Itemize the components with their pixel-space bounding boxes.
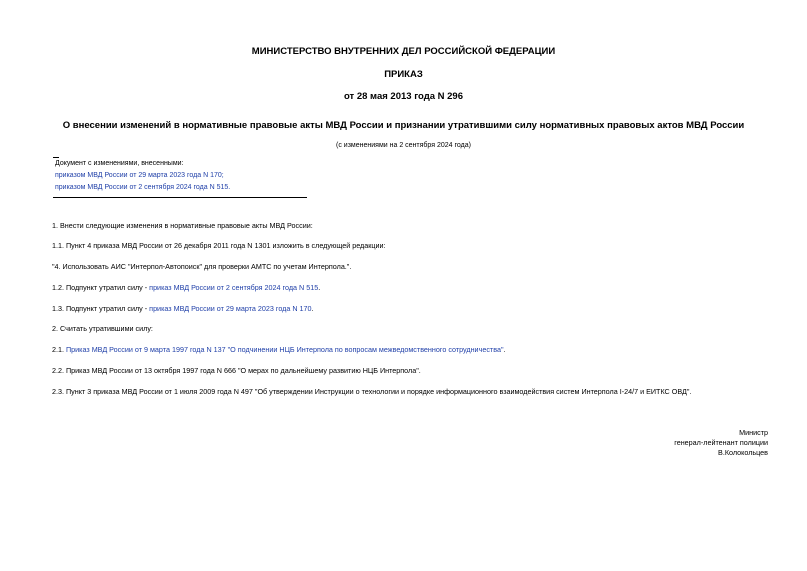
revision-note: (с изменениями на 2 сентября 2024 года) bbox=[336, 142, 471, 149]
paragraph-1-3-period: . bbox=[311, 304, 314, 313]
paragraph-2-3: 2.3. Пункт 3 приказа МВД России от 1 июля 2009 года N 497 "Об утверждении Инструкции о технологии и порядке информационного взаимодействия систем Интерпола I-24/7 и ЕИТКС ОВД". bbox=[52, 387, 692, 396]
paragraph-1-1-quote: "4. Использовать АИС "Интерпол-Автопоиск" для проверки АМТС по учетам Интерпола.". bbox=[52, 262, 352, 271]
document-title: О внесении изменений в нормативные правовые акты МВД России и признании утратившими силу нормативных правовых актов МВД России bbox=[62, 120, 745, 131]
paragraph-1-3 bbox=[52, 304, 314, 313]
paragraph-2-1-number: 2.1. bbox=[52, 345, 66, 354]
paragraph-1-1: 1.1. Пункт 4 приказа МВД России от 26 декабря 2011 года N 1301 изложить в следующей редакции: bbox=[52, 241, 386, 250]
paragraph-2-2: 2.2. Приказ МВД России от 13 октября 1997 года N 666 "О мерах по дальнейшему развитию НЦБ Интерпола". bbox=[52, 366, 421, 375]
signature-rank: генерал-лейтенант полиции bbox=[674, 438, 768, 447]
doc-type-heading: ПРИКАЗ bbox=[384, 69, 423, 80]
amendments-intro: Документ с изменениями, внесенными: bbox=[55, 160, 184, 167]
amendments-note bbox=[55, 158, 230, 194]
paragraph-2-1-link[interactable]: Приказ МВД России от 9 марта 1997 года N 137 "О подчинении НЦБ Интерпола по вопросам межведомственного сотрудничества" bbox=[66, 345, 504, 354]
date-number-heading: от 28 мая 2013 года N 296 bbox=[343, 91, 464, 102]
amendment-link-170[interactable]: приказом МВД России от 29 марта 2023 года N 170; bbox=[55, 172, 224, 179]
paragraph-1-3-text: 1.3. Подпункт утратил силу - bbox=[52, 304, 150, 313]
paragraph-1-2-link[interactable]: приказ МВД России от 2 сентября 2024 года N 515 bbox=[149, 283, 319, 292]
paragraph-2-1 bbox=[52, 345, 506, 354]
signature-name: В.Колокольцев bbox=[718, 448, 768, 457]
note-bottom-rule bbox=[53, 197, 307, 198]
paragraph-2-1-period: . bbox=[503, 345, 506, 354]
signature-block bbox=[674, 428, 768, 458]
amendment-link-515[interactable]: приказом МВД России от 2 сентября 2024 года N 515. bbox=[55, 184, 231, 191]
paragraph-1-2-text: 1.2. Подпункт утратил силу - bbox=[52, 283, 150, 292]
paragraph-1-3-link[interactable]: приказ МВД России от 29 марта 2023 года N 170 bbox=[149, 304, 312, 313]
ministry-heading: МИНИСТЕРСТВО ВНУТРЕННИХ ДЕЛ РОССИЙСКОЙ ФЕДЕРАЦИИ bbox=[251, 46, 556, 57]
signature-position: Министр bbox=[739, 428, 768, 437]
paragraph-1: 1. Внести следующие изменения в нормативные правовые акты МВД России: bbox=[52, 221, 313, 230]
paragraph-1-2 bbox=[52, 283, 320, 292]
paragraph-2: 2. Считать утратившими силу: bbox=[52, 324, 153, 333]
paragraph-1-2-period: . bbox=[318, 283, 321, 292]
